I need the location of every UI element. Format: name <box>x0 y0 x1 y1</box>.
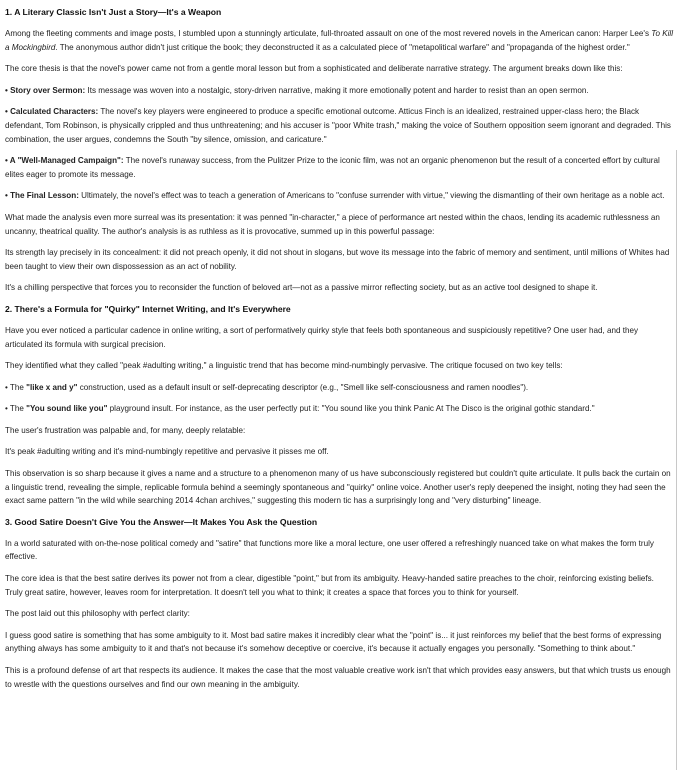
bullet-calculated-characters: • Calculated Characters: The novel's key players were engineered to produce a specific emotional outcome. Atticus Finch is an idealized, restrained upper-class hero; the Black defendant, Tom Robinson, is physically crippled and thus unthreatening; and his accuser is "poor White trash," making the voice of Southern opposition seem ignorant and degraded. This combination, the user argues, condemns the South "by silence, omission, and caricature." <box>5 107 671 144</box>
section-1-paragraph-3: What made the analysis even more surreal was its presentation: it was penned "in-character," a piece of performance art nested within the chaos, lending its academic ruthlessness an uncanny, theatrical quality. The author's analysis is as ruthless as it is provocative, summed up in this powerful passage: <box>5 212 660 236</box>
section-3-paragraph-1: In a world saturated with on-the-nose political comedy and "satire" that functions more like a moral lecture, one user offered a refreshingly nuanced take on what makes the form truly effective. <box>5 538 654 562</box>
section-1-paragraph-2: The core thesis is that the novel's power came not from a gentle moral lesson but from a sophisticated and deliberate narrative strategy. The argument breaks down like this: <box>5 64 623 74</box>
section-2-paragraph-3: The user's frustration was palpable and, for many, deeply relatable: <box>5 425 246 435</box>
section-3 <box>5 516 673 691</box>
bullet-like-x-and-y: • The "like x and y" construction, used as a default insult or self-deprecating descriptor (e.g., "Smell like self-consciousness and ramen noodles"). <box>5 382 529 392</box>
section-2-quote: It's peak #adulting writing and it's mind-numbingly repetitive and pervasive it pisses me off. <box>5 447 329 457</box>
section-2-heading: 2. There's a Formula for "Quirky" Internet Writing, and It's Everywhere <box>5 303 291 314</box>
bullet-you-sound-like-you: • The "You sound like you" playground insult. For instance, as the user perfectly put it: "You sound like you think Panic At The Disco is the original gothic standard." <box>5 404 595 414</box>
section-2 <box>5 303 673 508</box>
section-1 <box>5 6 673 295</box>
bullet-story-over-sermon: • Story over Sermon: Its message was woven into a nostalgic, story-driven narrative, making it more emotionally potent and harder to resist than an open sermon. <box>5 85 589 95</box>
section-1-quote: Its strength lay precisely in its concealment: it did not preach openly, it did not shout in slogans, but wove its message into the fabric of memory and sentiment, until millions of Whites had been taught to view their own dispossession as an act of nobility. <box>5 248 670 271</box>
section-2-paragraph-1: Have you ever noticed a particular cadence in online writing, a sort of performatively quirky style that feels both spontaneous and suspiciously repetitive? One user had, and they articulated its formula with surgical precision. <box>5 325 639 349</box>
scroll-track[interactable] <box>676 150 677 770</box>
section-1-heading: 1. A Literary Classic Isn't Just a Story—It's a Weapon <box>5 7 222 17</box>
section-3-quote: I guess good satire is something that has some ambiguity to it. Most bad satire makes it incredibly clear what the "point" is... it just reinforces my belief that the best forms of expressing anything always has some ambiguity to it and that's not because it's somehow deceptive or coercive, it's because it actually engages you personally. "Something to think about." <box>5 630 662 654</box>
section-2-paragraph-4: This observation is so sharp because it gives a name and a structure to a phenomenon many of us have subconsciously registered but couldn't quite articulate. It pulls back the curtain on a linguistic trend, revealing the simple, replicable formula behind a seemingly spontaneous and "quirky" online voice. Another user's reply deepened the insight, noting they had seen the exact same pattern "in the wild while searching 2014 4chan archives," suggesting this modern tic has a surprisingly long and "very disturbing" lineage. <box>5 469 671 506</box>
section-2-paragraph-2: They identified what they called "peak #adulting writing," a linguistic trend that has become mind-numbingly pervasive. The critique focused on two key tells: <box>5 361 563 371</box>
section-3-paragraph-2: The core idea is that the best satire derives its power not from a clear, digestible "point," but from its ambiguity. Heavy-handed satire preaches to the choir, reinforcing existing beliefs. Truly great satire, however, leaves room for interpretation. It doesn't tell you what to think; it creates a space that forces you to think for yourself. <box>5 574 654 597</box>
section-1-paragraph-1: Among the fleeting comments and image posts, I stumbled upon a stunningly articulate, full-throated assault on one of the most revered novels in the American canon: Harper Lee's To Kill a Mockingbird. The anonymous author didn't just critique the book; they deconstructed it as a calculated piece of "metapolitical warfare" and "propaganda of the highest order." <box>5 29 674 52</box>
book-title: To Kill a Mockingbird <box>5 29 674 52</box>
bullet-final-lesson: • The Final Lesson: Ultimately, the novel's effect was to teach a generation of Americans to "confuse surrender with virtue," viewing the dismantling of their own heritage as a noble act. <box>5 191 665 201</box>
section-3-paragraph-4: This is a profound defense of art that respects its audience. It makes the case that the most valuable creative work isn't that which provides easy answers, but that which trusts us enough to wrestle with the questions ourselves and find our own meaning in the ambiguity. <box>5 666 671 689</box>
section-3-heading: 3. Good Satire Doesn't Give You the Answer—It Makes You Ask the Question <box>5 516 318 527</box>
section-3-paragraph-3: The post laid out this philosophy with perfect clarity: <box>5 609 190 619</box>
bullet-well-managed-campaign: • A "Well-Managed Campaign": The novel's runaway success, from the Pulitzer Prize to the iconic film, was not an organic phenomenon but the result of a concerted effort by cultural elites eager to promote its message. <box>5 156 660 179</box>
section-1-paragraph-4: It's a chilling perspective that forces you to reconsider the function of beloved art—not as a passive mirror reflecting society, but as an active tool designed to shape it. <box>5 283 598 293</box>
